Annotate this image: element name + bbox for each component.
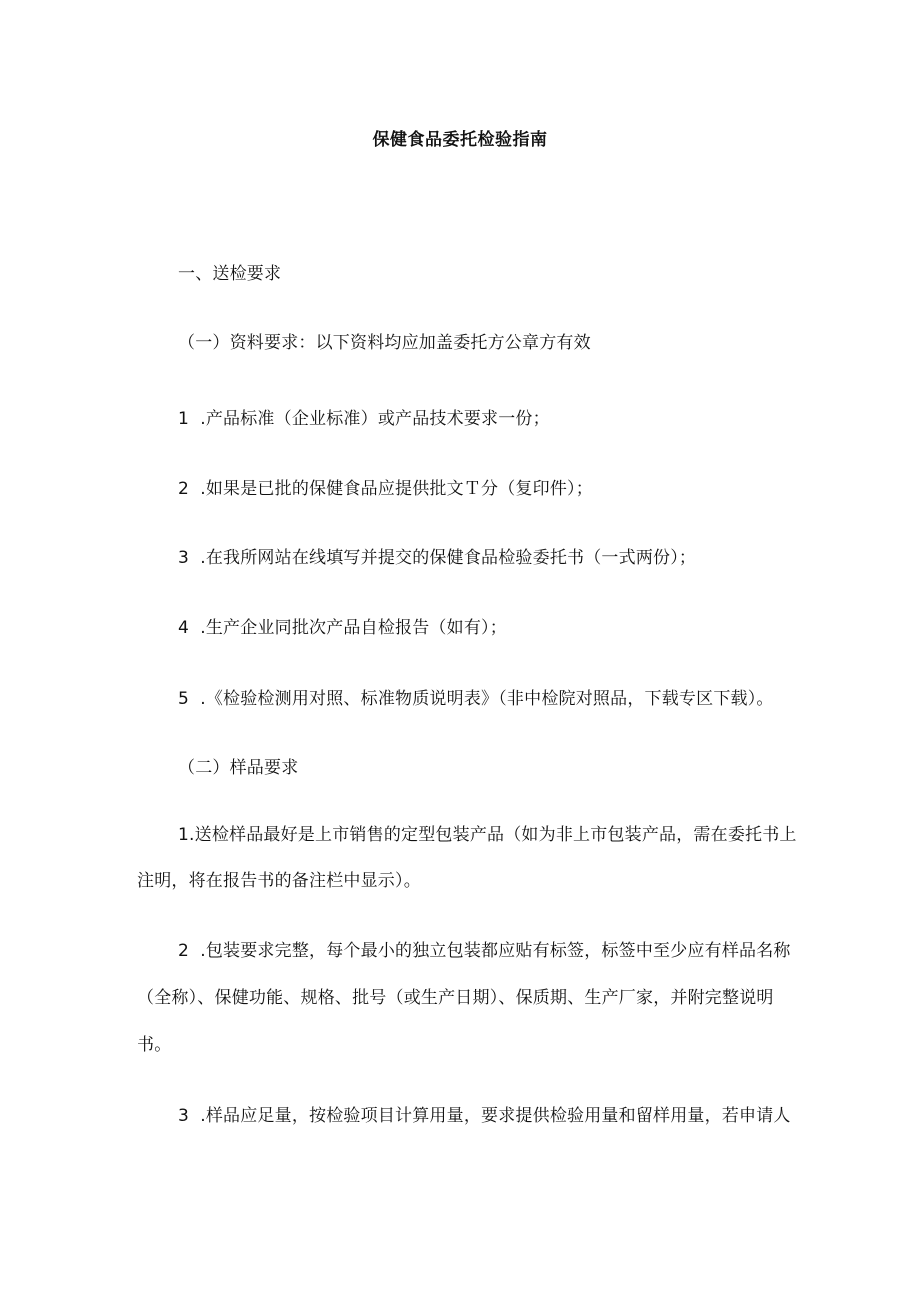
- sample-item-1-line-2: 注明，将在报告书的备注栏中显示）。: [137, 871, 421, 891]
- material-item: 3 .在我所网站在线填写并提交的保健食品检验委托书（一式两份）；: [178, 548, 697, 568]
- document-title: 保健食品委托检验指南: [372, 130, 548, 150]
- sample-item-1-line-1: 1.送检样品最好是上市销售的定型包装产品（如为非上市包装产品，需在委托书上: [178, 825, 797, 845]
- material-item: 1 .产品标准（企业标准）或产品技术要求一份；: [178, 409, 550, 429]
- subsection-heading-sample-requirements: （二）样品要求: [178, 758, 299, 778]
- section-heading-submission-requirements: 一、送检要求: [178, 264, 282, 284]
- sample-item-2-line-1: 2 .包装要求完整，每个最小的独立包装都应贴有标签，标签中至少应有样品名称: [178, 941, 791, 961]
- material-item: 5 .《检验检测用对照、标准物质说明表》（非中检院对照品，下载专区下载）。: [178, 689, 774, 709]
- material-item: 4 .生产企业同批次产品自检报告（如有）；: [178, 618, 507, 638]
- sample-item-2-line-3: 书。: [137, 1035, 172, 1055]
- material-item: 2 .如果是已批的保健食品应提供批文Ｔ分（复印件）；: [178, 479, 593, 499]
- sample-item-2-line-2: （全称）、保健功能、规格、批号（或生产日期）、保质期、生产厂家，并附完整说明: [137, 988, 774, 1008]
- sample-item-3-line-1: 3 .样品应足量，按检验项目计算用量，要求提供检验用量和留样用量，若申请人: [178, 1106, 791, 1126]
- subsection-heading-material-requirements: （一）资料要求：以下资料均应加盖委托方公章方有效: [178, 333, 591, 353]
